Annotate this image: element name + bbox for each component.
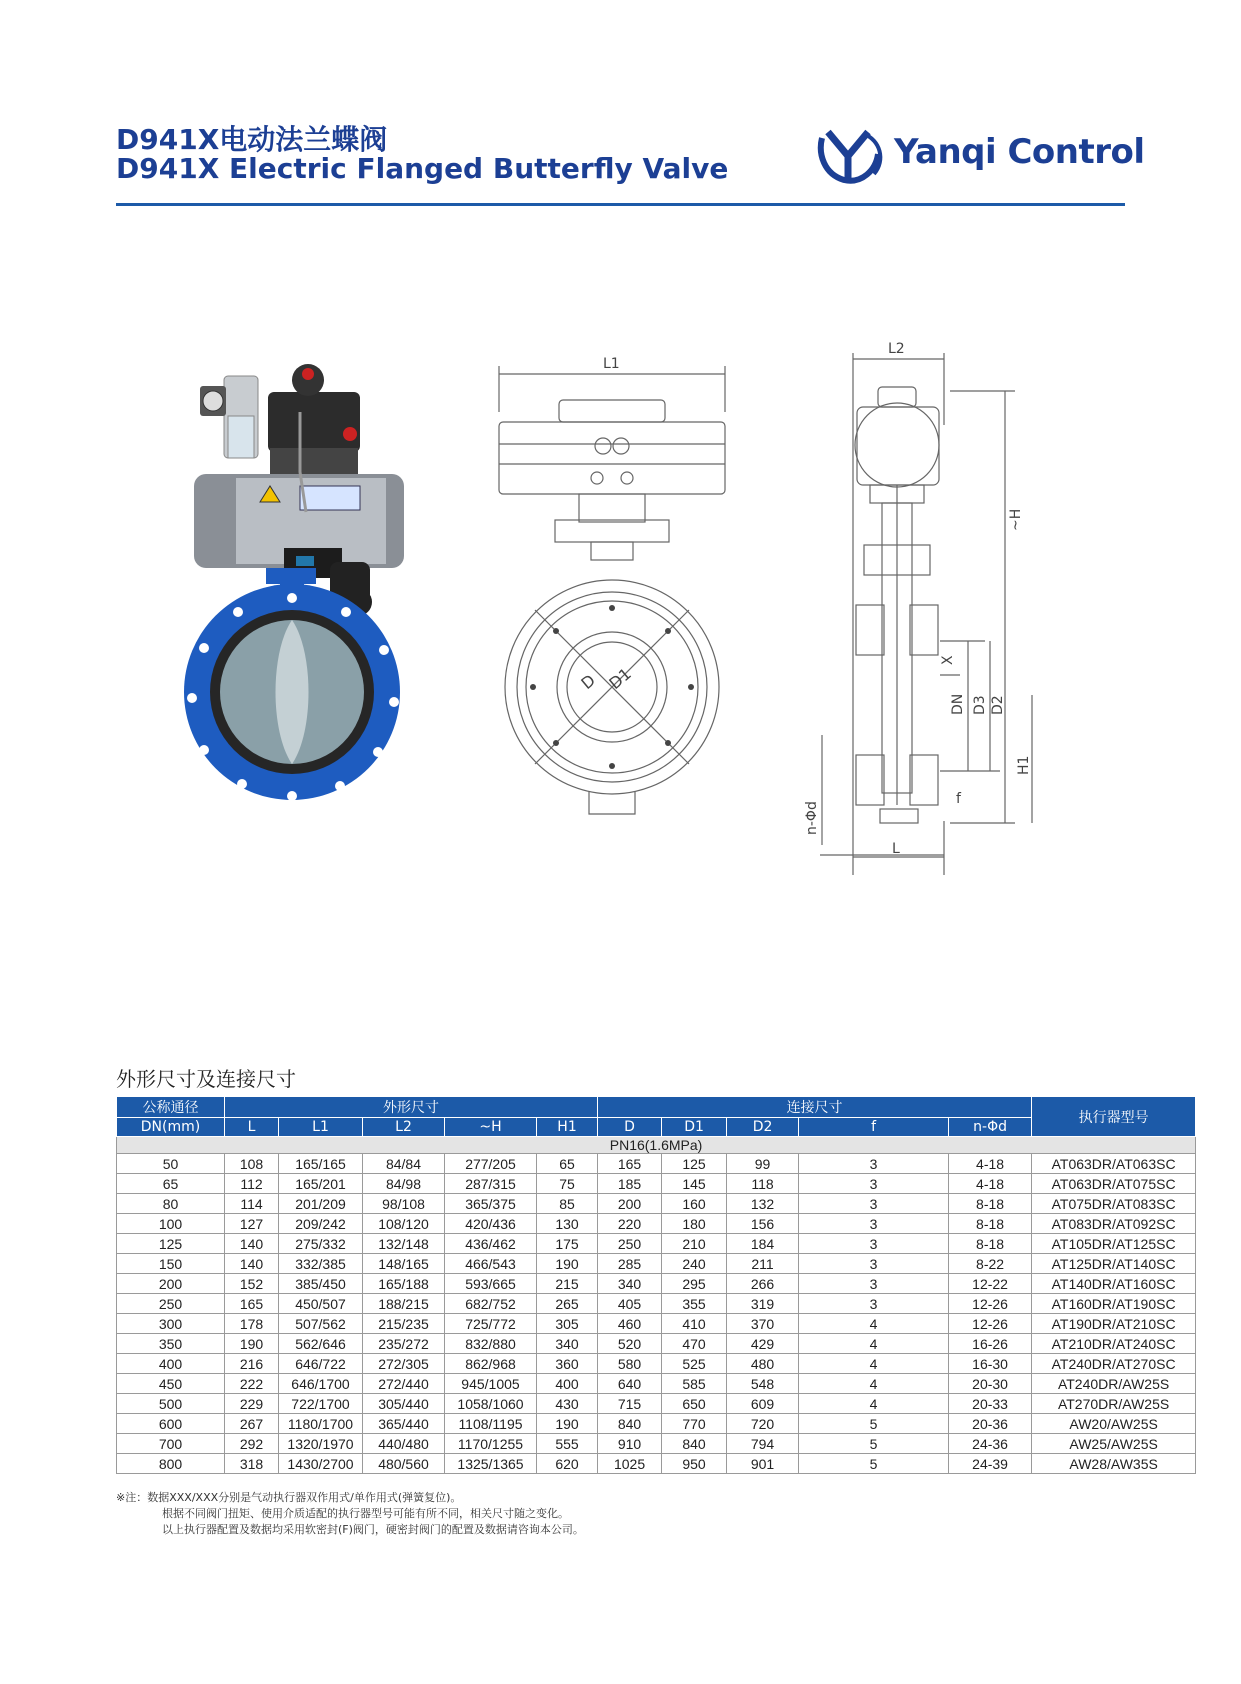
table-cell: 5 [799,1414,949,1434]
header-actuator: 执行器型号 [1032,1097,1196,1137]
side-view-drawing [800,335,1045,880]
table-cell: AT140DR/AT160SC [1032,1274,1196,1294]
table-cell: 4 [799,1394,949,1414]
table-cell: 300 [117,1314,225,1334]
table-cell: 440/480 [363,1434,445,1454]
table-cell: 507/562 [279,1314,363,1334]
table-cell: 4 [799,1334,949,1354]
table-cell: 715 [598,1394,662,1414]
table-cell: 682/752 [445,1294,537,1314]
table-cell: 840 [662,1434,727,1454]
table-cell: 277/205 [445,1154,537,1174]
note-line: 以上执行器配置及数据均采用软密封(F)阀门，硬密封阀门的配置及数据请咨询本公司。 [162,1523,584,1536]
table-cell: 355 [662,1294,727,1314]
table-cell: 209/242 [279,1214,363,1234]
table-cell: 99 [727,1154,799,1174]
table-cell: 794 [727,1434,799,1454]
table-cell: 240 [662,1254,727,1274]
page-title-cn: D941X电动法兰蝶阀 [116,123,388,156]
table-row [117,1234,1196,1254]
table-cell: 700 [117,1434,225,1454]
table-cell: 272/305 [363,1354,445,1374]
table-cell: 3 [799,1294,949,1314]
table-cell: AT210DR/AT240SC [1032,1334,1196,1354]
table-cell: 720 [727,1414,799,1434]
table-cell: 65 [537,1154,598,1174]
table-cell: 65 [117,1174,225,1194]
table-cell: 215 [537,1274,598,1294]
table-cell: 16-30 [949,1354,1032,1374]
table-cell: 132/148 [363,1234,445,1254]
table-cell: 118 [727,1174,799,1194]
table-cell: AW28/AW35S [1032,1454,1196,1474]
table-cell: 800 [117,1454,225,1474]
table-cell: 609 [727,1394,799,1414]
table-cell: 480 [727,1354,799,1374]
table-cell: 145 [662,1174,727,1194]
table-cell: 127 [225,1214,279,1234]
table-cell: 1180/1700 [279,1414,363,1434]
table-cell: 400 [117,1354,225,1374]
svg-text:L2: L2 [888,341,905,357]
table-row [117,1174,1196,1194]
table-cell: 5 [799,1434,949,1454]
table-cell: AT270DR/AW25S [1032,1394,1196,1414]
table-cell: 722/1700 [279,1394,363,1414]
svg-text:f: f [956,791,961,807]
table-cell: 250 [117,1294,225,1314]
table-cell: 1025 [598,1454,662,1474]
table-cell: 420/436 [445,1214,537,1234]
header-sub: H1 [537,1118,598,1137]
table-cell: 580 [598,1354,662,1374]
table-cell: 132 [727,1194,799,1214]
svg-text:D3: D3 [972,695,988,715]
table-cell: 436/462 [445,1234,537,1254]
table-cell: 332/385 [279,1254,363,1274]
table-cell: 840 [598,1414,662,1434]
table-cell: 340 [537,1334,598,1354]
table-cell: 470 [662,1334,727,1354]
table-cell: 152 [225,1274,279,1294]
table-cell: 220 [598,1214,662,1234]
table-cell: 190 [537,1414,598,1434]
table-cell: 108 [225,1154,279,1174]
valve-photo [180,352,420,852]
table-cell: 200 [117,1274,225,1294]
table-cell: 8-22 [949,1254,1032,1274]
table-cell: AW20/AW25S [1032,1414,1196,1434]
table-cell: 12-22 [949,1274,1032,1294]
table-cell: 160 [662,1194,727,1214]
table-cell: 16-26 [949,1334,1032,1354]
header-sub: L [225,1118,279,1137]
table-cell: 5 [799,1454,949,1474]
table-cell: 130 [537,1214,598,1234]
table-cell: 646/722 [279,1354,363,1374]
table-cell: 365/375 [445,1194,537,1214]
table-cell: 950 [662,1454,727,1474]
front-view-drawing [495,352,730,862]
header-sub: L1 [279,1118,363,1137]
table-cell: 287/315 [445,1174,537,1194]
table-row [117,1454,1196,1474]
table-cell: 466/543 [445,1254,537,1274]
table-cell: 292 [225,1434,279,1454]
table-cell: 165/165 [279,1154,363,1174]
table-row [117,1374,1196,1394]
table-row [117,1214,1196,1234]
table-cell: 3 [799,1214,949,1234]
table-cell: 548 [727,1374,799,1394]
table-cell: 222 [225,1374,279,1394]
table-cell: 555 [537,1434,598,1454]
svg-text:D2: D2 [990,695,1006,715]
table-row [117,1314,1196,1334]
table-cell: 360 [537,1354,598,1374]
table-cell: 3 [799,1154,949,1174]
table-cell: 832/880 [445,1334,537,1354]
table-cell: 190 [537,1254,598,1274]
table-cell: 1058/1060 [445,1394,537,1414]
table-cell: 340 [598,1274,662,1294]
table-cell: 405 [598,1294,662,1314]
header-dn: DN(mm) [117,1118,225,1137]
pressure-row: PN16(1.6MPa) [117,1137,1196,1154]
table-row [117,1434,1196,1454]
table-row [117,1194,1196,1214]
table-cell: 85 [537,1194,598,1214]
table-cell: 114 [225,1194,279,1214]
table-cell: 20-33 [949,1394,1032,1414]
table-cell: 210 [662,1234,727,1254]
table-cell: 165/188 [363,1274,445,1294]
header-connect: 连接尺寸 [598,1097,1032,1118]
table-cell: 184 [727,1234,799,1254]
header-sub: n-Φd [949,1118,1032,1137]
svg-text:DN: DN [950,693,966,715]
table-cell: 585 [662,1374,727,1394]
table-cell: 1320/1970 [279,1434,363,1454]
table-cell: 4-18 [949,1174,1032,1194]
table-cell: 188/215 [363,1294,445,1314]
table-cell: 201/209 [279,1194,363,1214]
note-line: 根据不同阀门扭矩、使用介质适配的执行器型号可能有所不同，相关尺寸随之变化。 [162,1507,569,1520]
table-cell: 3 [799,1274,949,1294]
svg-text:L1: L1 [603,356,620,372]
table-cell: 429 [727,1334,799,1354]
table-cell: AT063DR/AT063SC [1032,1154,1196,1174]
header-sub: f [799,1118,949,1137]
header-sub: D [598,1118,662,1137]
table-cell: 235/272 [363,1334,445,1354]
table-cell: 1430/2700 [279,1454,363,1474]
table-cell: 125 [117,1234,225,1254]
table-row [117,1334,1196,1354]
table-cell: 50 [117,1154,225,1174]
table-cell: 319 [727,1294,799,1314]
table-cell: 500 [117,1394,225,1414]
table-cell: 98/108 [363,1194,445,1214]
table-cell: 216 [225,1354,279,1374]
table-cell: 305 [537,1314,598,1334]
table-cell: 285 [598,1254,662,1274]
svg-text:~H: ~H [1008,508,1024,531]
table-cell: 3 [799,1174,949,1194]
table-cell: 180 [662,1214,727,1234]
svg-text:X: X [940,655,956,665]
table-cell: 450 [117,1374,225,1394]
table-cell: 350 [117,1334,225,1354]
table-cell: 229 [225,1394,279,1414]
table-row [117,1394,1196,1414]
svg-text:L: L [892,841,900,857]
table-cell: 200 [598,1194,662,1214]
table-cell: 318 [225,1454,279,1474]
table-cell: 295 [662,1274,727,1294]
table-cell: AT240DR/AW25S [1032,1374,1196,1394]
table-cell: 8-18 [949,1234,1032,1254]
spec-table [116,1096,1196,1474]
svg-text:n-Φd: n-Φd [804,801,820,835]
table-cell: 20-30 [949,1374,1032,1394]
header-sub: ~H [445,1118,537,1137]
table-cell: 3 [799,1194,949,1214]
table-cell: 385/450 [279,1274,363,1294]
table-cell: 84/98 [363,1174,445,1194]
table-cell: AT083DR/AT092SC [1032,1214,1196,1234]
table-cell: 125 [662,1154,727,1174]
table-cell: 4 [799,1354,949,1374]
table-cell: 175 [537,1234,598,1254]
table-cell: AT240DR/AT270SC [1032,1354,1196,1374]
table-cell: 1108/1195 [445,1414,537,1434]
table-cell: 190 [225,1334,279,1354]
table-cell: AT105DR/AT125SC [1032,1234,1196,1254]
table-row [117,1414,1196,1434]
table-cell: 400 [537,1374,598,1394]
table-cell: 365/440 [363,1414,445,1434]
table-cell: 185 [598,1174,662,1194]
table-cell: 150 [117,1254,225,1274]
table-row [117,1354,1196,1374]
table-cell: 148/165 [363,1254,445,1274]
header-sub: L2 [363,1118,445,1137]
table-cell: 4 [799,1314,949,1334]
table-cell: 410 [662,1314,727,1334]
table-cell: 770 [662,1414,727,1434]
table-row [117,1274,1196,1294]
table-cell: 8-18 [949,1194,1032,1214]
table-cell: 1325/1365 [445,1454,537,1474]
table-cell: 945/1005 [445,1374,537,1394]
table-cell: 901 [727,1454,799,1474]
table-cell: 250 [598,1234,662,1254]
table-row [117,1254,1196,1274]
header-divider [116,203,1125,206]
brand-name: Yanqi Control [894,132,1145,172]
table-cell: 215/235 [363,1314,445,1334]
table-cell: 8-18 [949,1214,1032,1234]
table-cell: 646/1700 [279,1374,363,1394]
table-cell: AT125DR/AT140SC [1032,1254,1196,1274]
table-cell: 165 [598,1154,662,1174]
table-cell: 460 [598,1314,662,1334]
table-cell: 24-39 [949,1454,1032,1474]
table-cell: 84/84 [363,1154,445,1174]
header-sub: D1 [662,1118,727,1137]
table-cell: 4 [799,1374,949,1394]
table-cell: 520 [598,1334,662,1354]
table-cell: 108/120 [363,1214,445,1234]
table-cell: 12-26 [949,1294,1032,1314]
table-cell: AT075DR/AT083SC [1032,1194,1196,1214]
table-cell: 75 [537,1174,598,1194]
table-cell: 480/560 [363,1454,445,1474]
table-cell: 725/772 [445,1314,537,1334]
section-title: 外形尺寸及连接尺寸 [116,1067,296,1091]
table-cell: 450/507 [279,1294,363,1314]
table-row [117,1154,1196,1174]
table-cell: 910 [598,1434,662,1454]
table-cell: 600 [117,1414,225,1434]
table-cell: 112 [225,1174,279,1194]
table-cell: 430 [537,1394,598,1414]
footnotes [116,1490,584,1538]
table-cell: AT190DR/AT210SC [1032,1314,1196,1334]
table-cell: 156 [727,1214,799,1234]
table-cell: 272/440 [363,1374,445,1394]
table-cell: 265 [537,1294,598,1314]
table-cell: 211 [727,1254,799,1274]
table-cell: 178 [225,1314,279,1334]
table-cell: 20-36 [949,1414,1032,1434]
table-cell: 370 [727,1314,799,1334]
table-cell: 3 [799,1254,949,1274]
table-cell: 1170/1255 [445,1434,537,1454]
table-cell: 12-26 [949,1314,1032,1334]
note-line: ※注：数据XXX/XXX分别是气动执行器双作用式/单作用式(弹簧复位)。 [116,1491,462,1504]
svg-text:D: D [577,670,600,694]
table-cell: 593/665 [445,1274,537,1294]
table-cell: 640 [598,1374,662,1394]
table-cell: 100 [117,1214,225,1234]
table-cell: AW25/AW25S [1032,1434,1196,1454]
svg-text:H1: H1 [1016,755,1032,775]
table-cell: 275/332 [279,1234,363,1254]
table-cell: 267 [225,1414,279,1434]
table-cell: 562/646 [279,1334,363,1354]
svg-text:D1: D1 [605,664,635,694]
table-cell: 862/968 [445,1354,537,1374]
table-cell: 620 [537,1454,598,1474]
table-cell: 305/440 [363,1394,445,1414]
header-nominal: 公称通径 [117,1097,225,1118]
table-cell: 165 [225,1294,279,1314]
table-row [117,1294,1196,1314]
table-cell: 3 [799,1234,949,1254]
header-outline: 外形尺寸 [225,1097,598,1118]
table-cell: 650 [662,1394,727,1414]
table-cell: 24-36 [949,1434,1032,1454]
page-title-en: D941X Electric Flanged Butterfly Valve [116,152,729,185]
header-sub: D2 [727,1118,799,1137]
table-cell: 140 [225,1234,279,1254]
table-cell: 165/201 [279,1174,363,1194]
table-cell: 266 [727,1274,799,1294]
table-cell: AT063DR/AT075SC [1032,1174,1196,1194]
table-cell: 140 [225,1254,279,1274]
table-cell: 525 [662,1354,727,1374]
table-cell: 80 [117,1194,225,1214]
table-cell: AT160DR/AT190SC [1032,1294,1196,1314]
table-cell: 4-18 [949,1154,1032,1174]
